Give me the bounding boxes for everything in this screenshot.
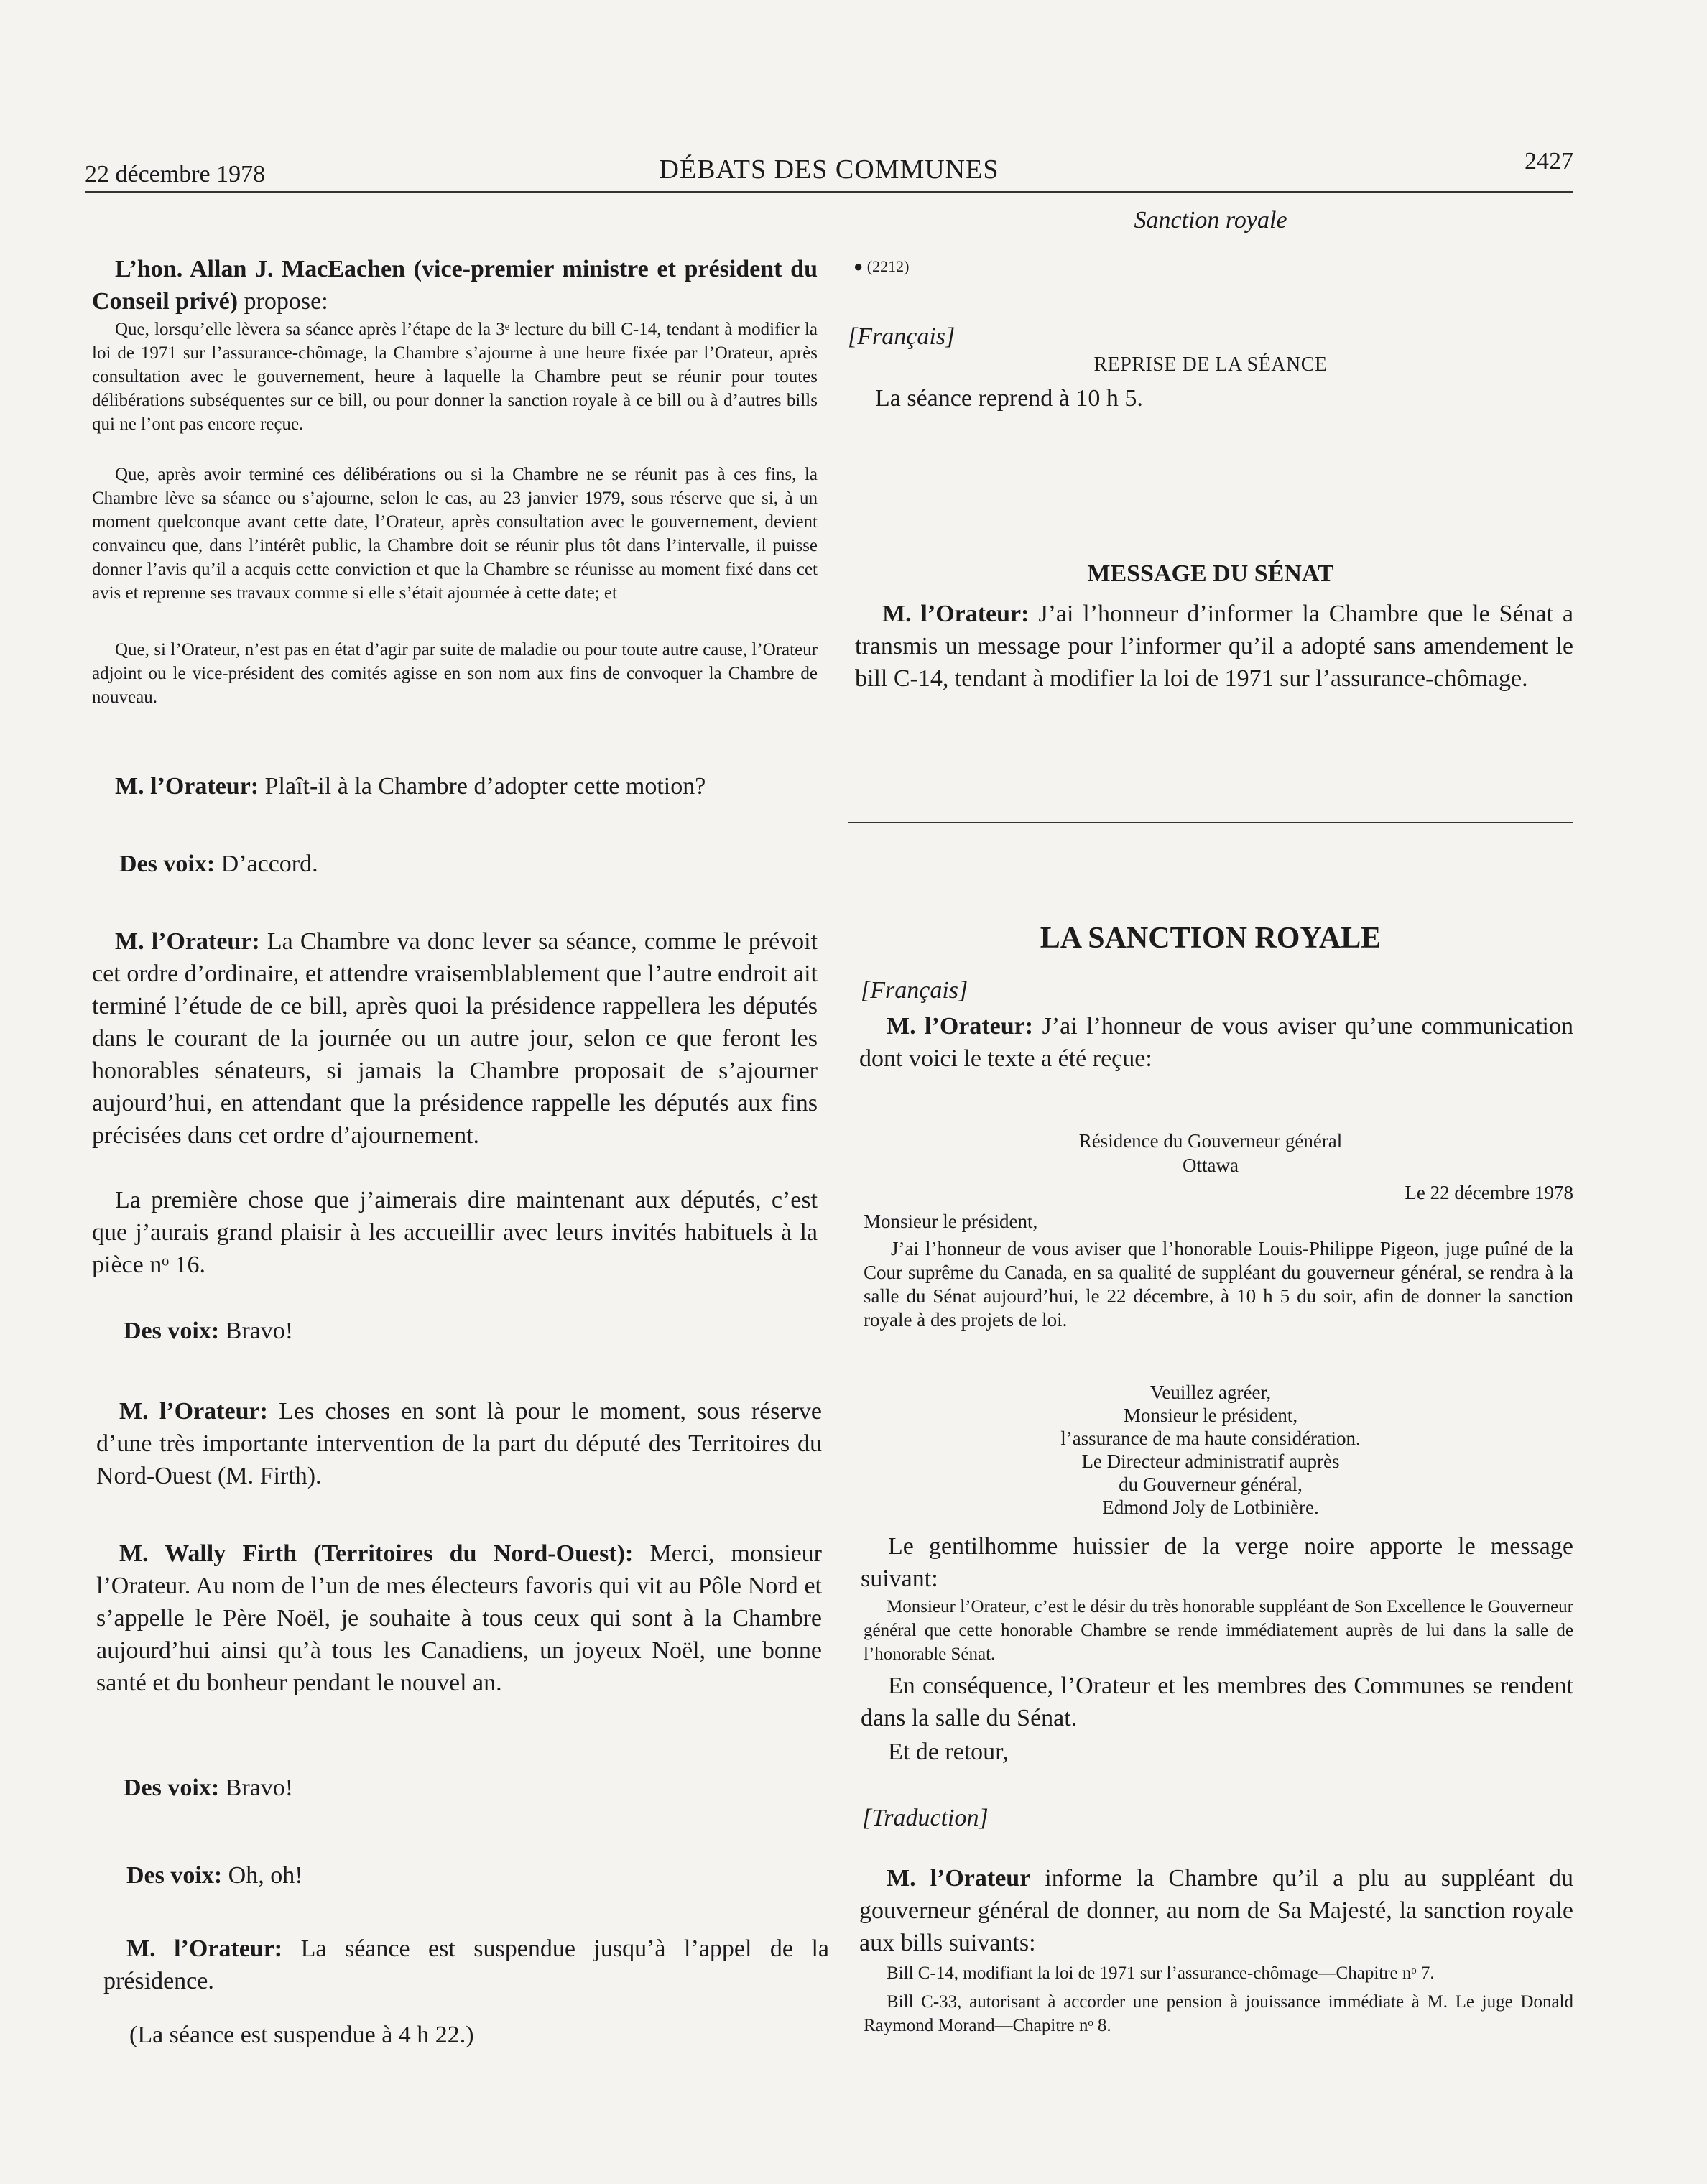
speech-text: La séance est suspendue jusqu’à l’appel de la présidence. [103,1935,830,1994]
speaker-name: Des voix: [126,1862,223,1889]
consequence-text: En conséquence, l’Orateur et les membres des Communes se rendent dans la salle du Sénat. [861,1672,1573,1731]
letter-closing-2: Monsieur le président, [1123,1405,1298,1426]
letter-from-residence: Résidence du Gouverneur général [1078,1130,1343,1152]
letter-closing-4: Le Directeur administratif auprès [1081,1450,1340,1472]
speech-text: Bravo! [225,1318,294,1344]
speech-speaker-suspend [103,1933,829,1997]
speech-speaker-adjourn [92,925,818,1152]
language-tag-1: [Français] [848,323,956,350]
header-title: DÉBATS DES COMMUNES [659,154,999,185]
letter-from-city: Ottawa [1183,1155,1239,1176]
speech-text: J’ai l’honneur d’informer la Chambre que le Sénat a transmis un message pour l’informer qu’il a adopté sans amendement le bill C-14, tendant à modifier la loi de 1971 sur l’assurance-chômage. [855,601,1574,692]
bill-item-c33: Bill C-33, autorisant à accorder une pension à jouissance immédiate à M. Le juge Donald Raymond Morand—Chapitre nᵒ 8. [864,1992,1573,2035]
speaker-name: Des voix: [124,1774,220,1801]
motion-intro [92,253,818,318]
motion-paragraph-1: Que, lorsqu’elle lèvera sa séance après l’étape de la 3ᵉ lecture du bill C-14, tendant à modifier la loi de 1971 sur l’assurance-chômage, la Chambre s’ajourne à une heure fixée par l’Orateur, après consultation avec le gouvernement, heure à laquelle la Chambre peut se réunir pour toutes délibérations subséquentes sur ce bill, ou pour donner la sanction royale à ce bill ou à d’autres bills qui ne l’ont pas encore reçue. [92,320,818,434]
language-tag-2: [Français] [861,977,968,1004]
speaker-name: Des voix: [124,1318,220,1344]
speech-text: J’ai l’honneur de vous aviser qu’une communication dont voici le texte a été reçue: [859,1013,1573,1072]
motion-paragraph-2: Que, après avoir terminé ces délibérations ou si la Chambre ne se réunit pas à ces fins, la Chambre lève sa séance ou s’ajourne, selon le cas, au 23 janvier 1979, sous réserve que si, à un moment quelconque avant cette date, l’Orateur, après consultation avec le gouvernement, devient convaincu que, dans l’intérêt public, la Chambre doit se réunir plus tôt dans l’intervalle, il puisse donner l’avis qu’il a acquis cette conviction et que la Chambre se réunisse au moment fixé dans cet avis et reprenne ses travaux comme si elle s’était ajournée à cette date; et [92,465,818,603]
speaker-name: M. l’Orateur [887,1865,1031,1892]
bill-item-c14: Bill C-14, modifiant la loi de 1971 sur l’assurance-chômage—Chapitre nᵒ 7. [887,1963,1435,1983]
letter-closing-3: l’assurance de ma haute considération. [1060,1428,1361,1449]
speech-voices-ohoh [103,1859,829,1892]
letter-body: J’ai l’honneur de vous aviser que l’honorable Louis-Philippe Pigeon, juge puîné de la Cour suprême du Canada, en sa qualité de suppléant du gouverneur général, se rendra à la salle du Sénat aujourd’hui, le 22 décembre, à 10 h 5 du soir, afin de donner la sanction royale à des projets de loi. [864,1238,1573,1331]
speaker-name: M. l’Orateur: [887,1013,1034,1040]
return-text: Et de retour, [888,1739,1009,1765]
speech-firth [96,1537,822,1699]
speaker-name: M. l’Orateur: [119,1398,268,1425]
language-tag-3: [Traduction] [862,1805,989,1831]
letter-closing-1: Veuillez agréer, [1149,1382,1272,1403]
usher-message: Monsieur l’Orateur, c’est le désir du très honorable suppléant de Son Excellence le Gouverneur général que cette honorable Chambre se rende immédiatement auprès de lui dans la salle de l’honorable Sénat. [864,1597,1573,1664]
informs-text [859,1862,1573,1959]
speech-text: informe la Chambre qu’il a plu au suppléant du gouverneur général de donner, au nom de Sa Majesté, la sanction royale aux bills suivants: [859,1865,1574,1956]
speech-speaker-firth-intro [96,1395,822,1492]
letter-closing-5: du Gouverneur général, [1119,1473,1303,1495]
letter-salutation: Monsieur le président, [864,1211,1038,1232]
section-divider [848,822,1573,823]
speaker-name: M. l’Orateur: [115,773,259,800]
speaker-name: M. l’Orateur: [115,928,260,955]
usher-text: Le gentilhomme huissier de la verge noire apporte le message suivant: [861,1533,1573,1592]
message-heading: MESSAGE DU SÉNAT [1087,560,1334,587]
speech-text: D’accord. [221,851,318,877]
page-number: 2427 [1525,148,1573,175]
speech-text: Oh, oh! [228,1862,303,1889]
suspension-note: (La séance est suspendue à 4 h 22.) [129,2022,474,2048]
speaker-name: M. l’Orateur: [126,1935,283,1962]
speech-text: Plaît-il à la Chambre d’adopter cette motion? [264,773,706,800]
reprise-heading: REPRISE DE LA SÉANCE [1093,353,1328,376]
time-marker: ● (2212) [854,257,910,275]
letter-signature: Edmond Joly de Lotbinière. [1102,1496,1319,1518]
header-date: 22 décembre 1978 [85,161,266,188]
royal-sanction-heading: LA SANCTION ROYALE [1040,922,1382,955]
motion-verb: propose: [244,288,328,315]
sanction-heading: Sanction royale [1134,207,1287,233]
speaker-name: M. l’Orateur: [882,601,1030,627]
motion-speaker: L’hon. Allan J. MacEachen (vice-premier ministre et président du Conseil privé) [92,256,818,315]
letter-date: Le 22 décembre 1978 [1405,1182,1573,1203]
motion-paragraph-3: Que, si l’Orateur, n’est pas en état d’agir par suite de maladie ou pour toute autre cause, l’Orateur adjoint ou le vice-président des comités agisse en son nom aux fins de convoquer la Chambre de nouveau. [92,640,818,707]
reprise-text: La séance reprend à 10 h 5. [875,385,1143,412]
page-header [85,148,1573,193]
speech-voices-bravo-1 [101,1315,826,1347]
speech-voices-bravo-2 [101,1772,826,1804]
speech-text: Les choses en sont là pour le moment, sous réserve d’une très importante intervention de la part du député des Territoires du Nord-Ouest (M. Firth). [96,1398,822,1489]
speech-speaker-motion [92,770,818,802]
speaker-name: M. Wally Firth (Territoires du Nord-Ouest): [119,1540,634,1567]
speech-speaker-invite: La première chose que j’aimerais dire maintenant aux députés, c’est que j’aurais grand plaisir à les accueillir avec leurs invités habituels à la pièce nᵒ 16. [92,1187,818,1278]
message-senate [855,598,1573,695]
royal-speech [859,1010,1573,1075]
speech-voices-agree [96,848,822,880]
speech-text: La Chambre va donc lever sa séance, comme le prévoit cet ordre d’ordinaire, et attendre vraisemblablement que l’autre endroit ait terminé l’étude de ce bill, après quoi la présidence rappellera les députés dans le courant de la journée ou un autre jour, selon ce que feront les honorables sénateurs, si jamais la Chambre proposait de s’ajourner aujourd’hui, en attendant que la présidence rappelle les députés aux fins précisées dans cet ordre d’ajournement. [92,928,818,1149]
speaker-name: Des voix: [119,851,216,877]
speech-text: Bravo! [225,1774,294,1801]
speech-text: Merci, monsieur l’Orateur. Au nom de l’un de mes électeurs favoris qui vit au Pôle Nord et s’appelle le Père Noël, je souhaite à tous ceux qui sont à la Chambre aujourd’hui ainsi qu’à tous les Canadiens, un joyeux Noël, une bonne santé et du bonheur pendant le nouvel an. [96,1540,822,1696]
